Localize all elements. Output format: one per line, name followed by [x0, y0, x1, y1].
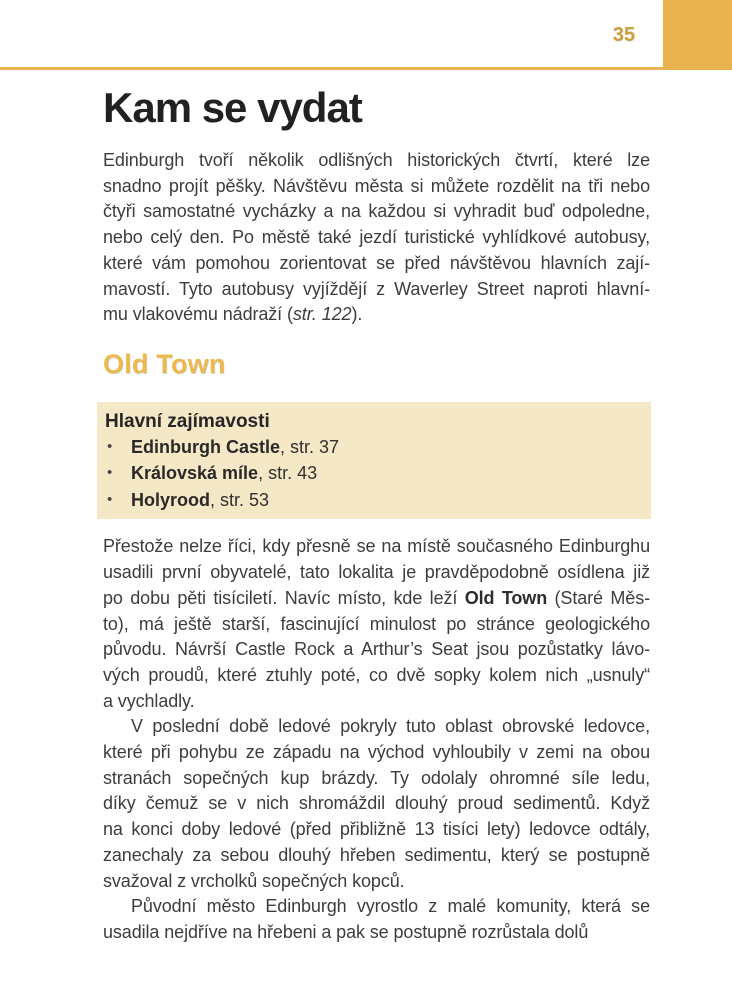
paragraph	[103, 148, 650, 328]
highlights-box	[97, 402, 651, 520]
text-line: Edinburgh tvoří několik odlišných historických čtvrtí, které lze	[103, 150, 650, 170]
highlight-page-ref: , str. 53	[210, 489, 270, 510]
bullet-icon: •	[107, 437, 113, 455]
text-line: usadili první obyvatelé, tato lokalita je pravděpodobně osídlena již	[103, 562, 650, 583]
text-line: to), má ještě starší, fascinující minulost po stránce geologického	[103, 613, 650, 634]
paragraph	[103, 894, 650, 945]
text-line: usadila nejdříve na hřebeni a pak se postupně rozrůstala dolů	[103, 921, 589, 942]
page-title: Kam se vydat	[103, 84, 362, 131]
text-line: svažoval z vrcholků sopečných kopců.	[103, 870, 405, 891]
text-line: po dobu pěti tisíciletí. Navíc místo, kde leží Old Town (Staré Měs-	[103, 587, 650, 608]
bullet-icon: •	[107, 464, 113, 482]
highlight-name: Edinburgh Castle	[131, 436, 281, 457]
text-line: vých proudů, které ztuhly poté, co dvě sopky kolem nich „usnuly“	[103, 664, 650, 685]
text-line: Původní město Edinburgh vyrostlo z malé komunity, která se	[131, 896, 650, 917]
text-line: které při pohybu ze západu na východ vyhloubily v zemi na obou	[103, 742, 650, 763]
highlights-list	[105, 434, 635, 514]
page-number: 35	[612, 24, 635, 46]
highlight-page-ref: , str. 37	[280, 436, 340, 457]
intro-paragraphs	[103, 148, 650, 328]
text-line: zanechaly za sebou dlouhý hřeben sedimentu, který se postupně	[103, 844, 650, 865]
highlight-name: Královská míle	[131, 463, 259, 484]
highlight-page-ref: , str. 43	[258, 463, 318, 484]
text-line: mu vlakovému nádraží (str. 122).	[103, 304, 363, 325]
text-line: nebo celý den. Po městě také jezdí turistické vyhlídkové autobusy,	[103, 227, 650, 248]
body-paragraphs	[103, 534, 650, 945]
text-line: čtyři samostatné vycházky a na každou si vyhradit buď odpoledne,	[103, 201, 650, 222]
highlight-name: Holyrood	[131, 489, 210, 510]
page-corner-decoration	[663, 0, 732, 67]
text-line: které vám pomohou zorientovat se před návštěvou hlavních zají-	[103, 252, 650, 273]
text-line: V poslední době ledové pokryly tuto oblast obrovské ledovce,	[131, 716, 650, 737]
text-line: díky čemuž se v nich shromáždil dlouhý proud sedimentů. Když	[103, 793, 650, 814]
text-line: a vychladly.	[103, 690, 195, 711]
text-line: Přestože nelze říci, kdy přesně se na místě současného Edinburghu	[103, 536, 650, 557]
paragraph	[103, 714, 650, 894]
bullet-icon: •	[107, 490, 113, 508]
highlight-item	[105, 487, 635, 514]
page-content	[103, 0, 650, 946]
text-line: mavostí. Tyto autobusy vyjíždějí z Waverley Street naproti hlavní-	[103, 278, 650, 299]
text-line: na konci doby ledové (před přibližně 13 tisíci lety) ledovce odtály,	[103, 819, 650, 840]
highlights-box-title: Hlavní zajímavosti	[105, 410, 270, 432]
section-heading: Old Town	[103, 348, 226, 379]
highlight-item	[105, 460, 635, 487]
text-line: snadno projít pěšky. Návštěvu města si můžete rozdělit na tři nebo	[103, 175, 650, 196]
highlight-item	[105, 434, 635, 461]
paragraph	[103, 534, 650, 714]
text-line: původu. Návrší Castle Rock a Arthur’s Seat jsou pozůstatky lávo-	[103, 639, 650, 660]
text-line: stranách sopečných kup brázdy. Ty odolaly ohromné síle ledu,	[103, 767, 650, 788]
